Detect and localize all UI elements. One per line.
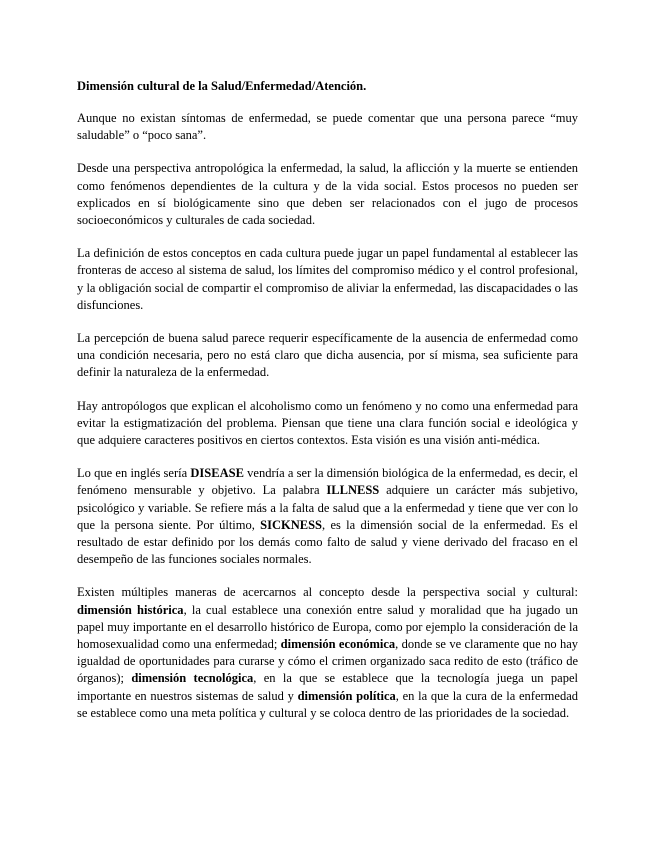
paragraph-7-text: , en la que la cura de la enfermedad se establece como una meta política y cultural y se coloca dentro de las prioridades de la sociedad. bbox=[77, 688, 578, 720]
term-tecnologica: dimensión tecnológica bbox=[131, 671, 254, 686]
paragraph-5: Hay antropólogos que explican el alcoholismo como un fenómeno y no como una enfermedad para evitar la estigmatización del problema. Piensan que tiene una clara función social e ideológica y que adquiere caracteres positivos en ciertos contextos. Esta visión es una visión anti-médica. bbox=[77, 398, 578, 448]
term-disease: DISEASE bbox=[190, 466, 244, 481]
term-sickness: SICKNESS bbox=[260, 517, 323, 532]
paragraph-7-text: , la cual establece una conexión entre salud y moralidad que ha jugado un papel muy importante en el desarrollo histórico de Europa, como por ejemplo la consideración de la homosexualidad como una enfermedad; bbox=[77, 602, 578, 652]
document-title: Dimensión cultural de la Salud/Enfermedad/Atención. bbox=[77, 79, 367, 93]
paragraph-7 bbox=[77, 584, 578, 722]
term-economica: dimensión económica bbox=[280, 637, 396, 652]
paragraph-6-text: adquiere un carácter más subjetivo, psicológico y variable. Se refiere más a la falta de salud que a la enfermedad y tiene que ver con lo que la persona siente. Por último, bbox=[77, 483, 578, 532]
paragraph-6-text: Lo que en inglés sería bbox=[77, 466, 191, 481]
paragraph-6 bbox=[77, 465, 578, 568]
term-illness: ILLNESS bbox=[326, 483, 380, 498]
term-politica: dimensión política bbox=[297, 688, 396, 703]
paragraph-4: La percepción de buena salud parece requerir específicamente de la ausencia de enfermedad como una condición necesaria, pero no está claro que dicha ausencia, por sí misma, sea suficiente para definir la naturaleza de la enfermedad. bbox=[77, 331, 578, 380]
paragraph-3: La definición de estos conceptos en cada cultura puede jugar un papel fundamental al establecer las fronteras de acceso al sistema de salud, los límites del compromiso médico y el control profesional, y la obligación social de compartir el compromiso de aliviar la enfermedad, las discapacidades o las disfunciones. bbox=[77, 246, 578, 312]
term-historica: dimensión histórica bbox=[77, 602, 184, 617]
document-page bbox=[77, 78, 578, 738]
paragraph-7-text: Existen múltiples maneras de acercarnos al concepto desde la perspectiva social y cultural: bbox=[77, 585, 578, 600]
paragraph-1: Aunque no existan síntomas de enfermedad, se puede comentar que una persona parece “muy saludable” o “poco sana”. bbox=[77, 111, 578, 143]
paragraph-2: Desde una perspectiva antropológica la enfermedad, la salud, la aflicción y la muerte se entienden como fenómenos dependientes de la cultura y de la vida social. Estos procesos no pueden ser explicados en sí biológicamente sino que deben ser relacionados con el jugo de procesos socioeconómicos y culturales de cada sociedad. bbox=[77, 161, 578, 228]
paragraph-7-text: , donde se ve claramente que no hay igualdad de oportunidades para curarse y cómo el crimen organizado saca redito de esto (tráfico de órganos); bbox=[77, 637, 579, 686]
paragraph-6-text: , es la dimensión social de la enfermedad. Es el resultado de estar definido por los demás como falto de salud y viene derivado del fracaso en el desempeño de las funciones sociales normales. bbox=[77, 517, 578, 567]
paragraph-7-text: , en la que se establece que la tecnología juega un papel importante en nuestros sistemas de salud y bbox=[77, 671, 578, 703]
paragraph-6-text: vendría a ser la dimensión biológica de la enfermedad, es decir, el fenómeno mensurable y objetivo. La palabra bbox=[77, 466, 579, 498]
